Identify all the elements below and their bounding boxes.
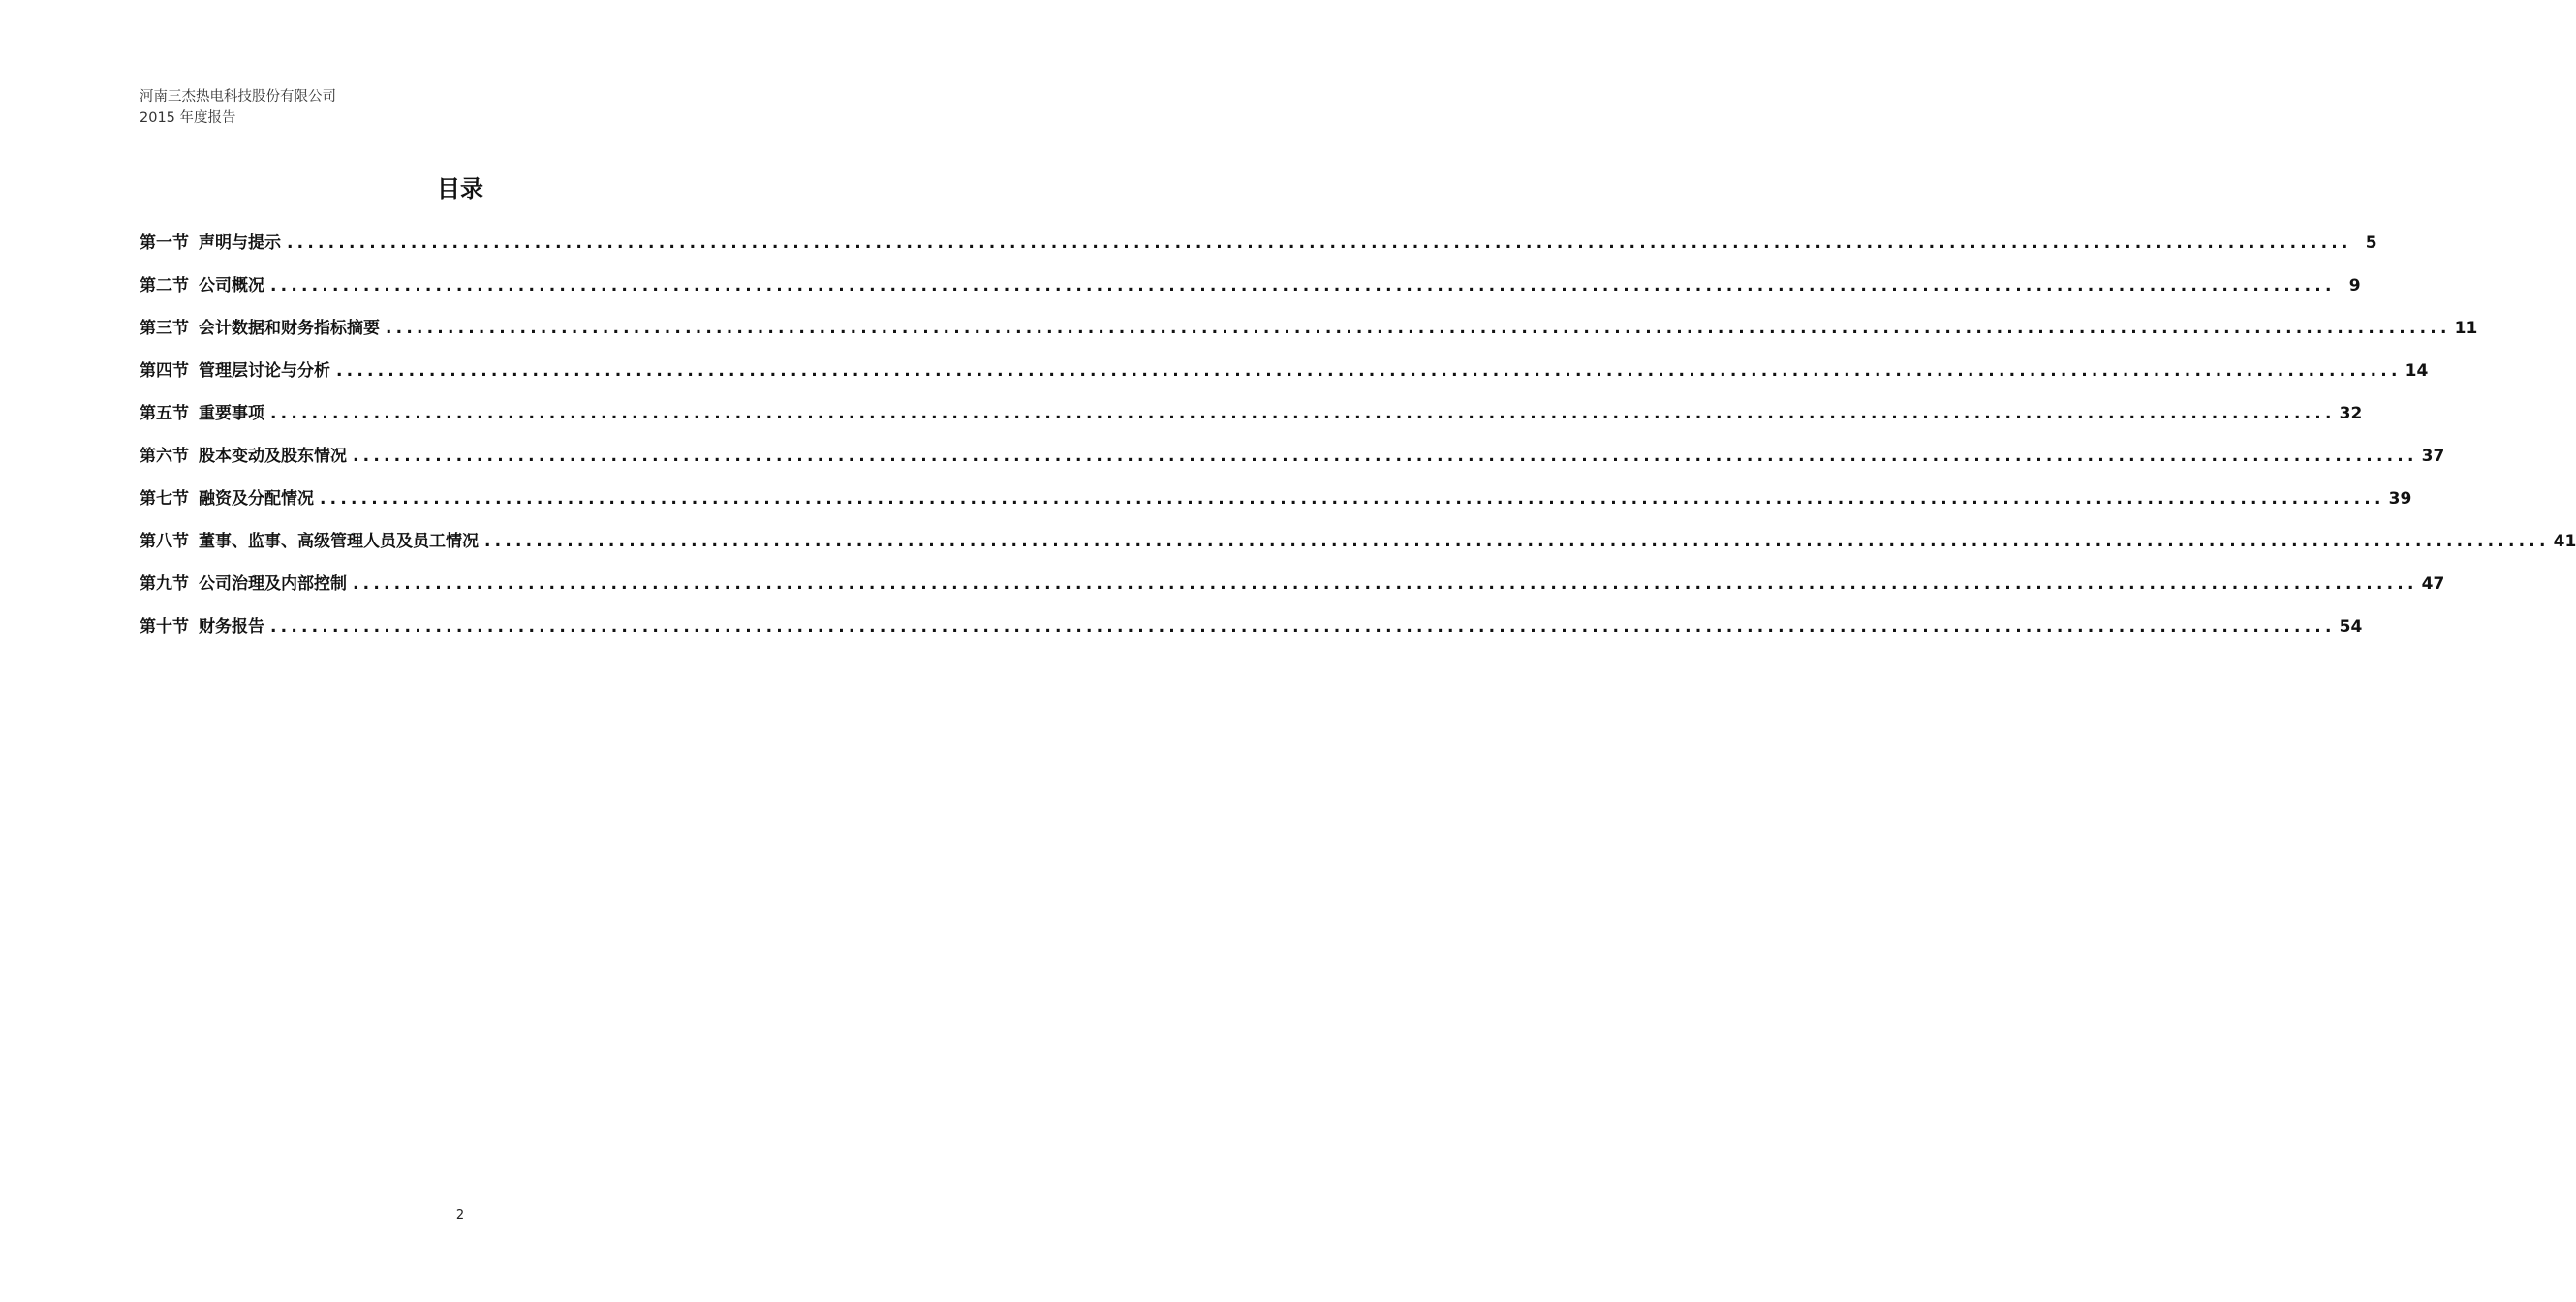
toc-leader-dots: ........................................................................................................................................................................................................ (287, 233, 2352, 253)
page-number: 2 (455, 1208, 465, 1223)
toc-section-number: 第六节 (140, 447, 189, 466)
toc-page-number: 9 (2348, 276, 2361, 295)
toc-page-number: 47 (2421, 574, 2445, 594)
toc-entry[interactable] (140, 316, 2478, 358)
toc-leader-dots: ........................................................................................................................................................................................................ (484, 532, 2550, 551)
toc-leader-dots: ........................................................................................................................................................................................................ (353, 447, 2418, 466)
company-name: 河南三杰热电科技股份有限公司 (140, 89, 336, 105)
toc-section-number: 第七节 (140, 489, 189, 509)
toc-section-number: 第一节 (140, 233, 189, 253)
toc-section-name: 重要事项 (199, 404, 264, 423)
toc-entry[interactable] (140, 444, 2445, 486)
toc-title: 目录 (437, 175, 483, 202)
toc-entry[interactable] (140, 273, 2361, 316)
toc-leader-dots: ........................................................................................................................................................................................................ (270, 404, 2336, 423)
toc-entry[interactable] (140, 529, 2576, 572)
toc-page-number: 14 (2405, 361, 2429, 381)
toc-leader-dots: ........................................................................................................................................................................................................ (386, 319, 2451, 338)
report-title: 2015 年度报告 (140, 110, 236, 126)
table-of-contents (140, 231, 2576, 657)
toc-section-name: 管理层讨论与分析 (199, 361, 330, 381)
toc-page-number: 37 (2421, 447, 2445, 466)
toc-section-number: 第九节 (140, 574, 189, 594)
toc-section-name: 董事、监事、高级管理人员及员工情况 (199, 532, 479, 551)
toc-leader-dots: ........................................................................................................................................................................................................ (336, 361, 2402, 381)
toc-page-number: 39 (2388, 489, 2412, 509)
toc-page-number: 41 (2553, 532, 2576, 551)
toc-section-number: 第二节 (140, 276, 189, 295)
toc-section-name: 财务报告 (199, 617, 264, 636)
toc-entry[interactable] (140, 401, 2363, 444)
toc-section-name: 融资及分配情况 (199, 489, 314, 509)
toc-entry[interactable] (140, 486, 2412, 529)
toc-entry[interactable] (140, 572, 2445, 614)
toc-leader-dots: ........................................................................................................................................................................................................ (320, 489, 2385, 509)
toc-page-number: 5 (2365, 233, 2377, 253)
toc-leader-dots: ........................................................................................................................................................................................................ (353, 574, 2418, 594)
toc-page-number: 54 (2339, 617, 2363, 636)
toc-section-name: 声明与提示 (199, 233, 281, 253)
toc-section-name: 会计数据和财务指标摘要 (199, 319, 380, 338)
toc-section-number: 第十节 (140, 617, 189, 636)
toc-entry[interactable] (140, 358, 2429, 401)
toc-section-number: 第四节 (140, 361, 189, 381)
toc-leader-dots: ........................................................................................................................................................................................................ (270, 617, 2336, 636)
toc-section-number: 第五节 (140, 404, 189, 423)
toc-page-number: 11 (2454, 319, 2478, 338)
toc-section-name: 公司治理及内部控制 (199, 574, 347, 594)
toc-leader-dots: ........................................................................................................................................................................................................ (270, 276, 2336, 295)
toc-entry[interactable] (140, 614, 2363, 657)
toc-section-number: 第三节 (140, 319, 189, 338)
toc-entry[interactable] (140, 231, 2377, 273)
toc-section-name: 公司概况 (199, 276, 264, 295)
page-header (140, 86, 336, 129)
toc-section-name: 股本变动及股东情况 (199, 447, 347, 466)
toc-section-number: 第八节 (140, 532, 189, 551)
toc-page-number: 32 (2339, 404, 2363, 423)
